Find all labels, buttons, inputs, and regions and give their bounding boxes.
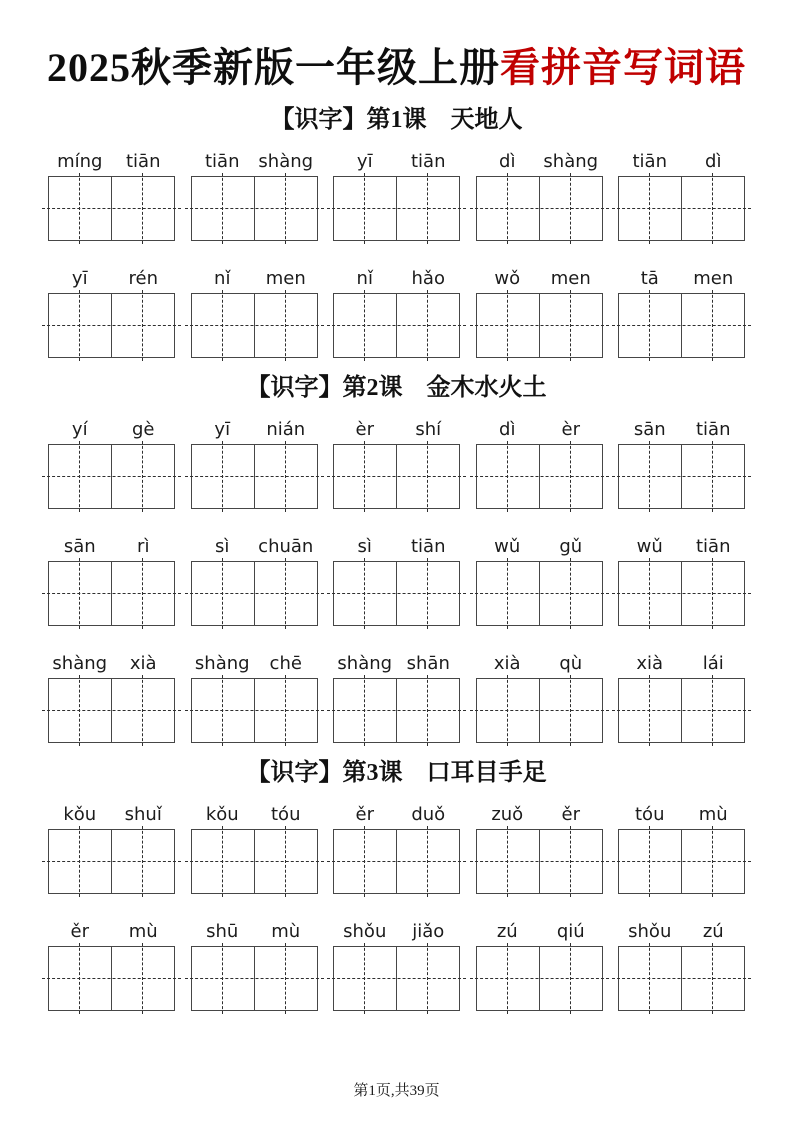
word-unit bbox=[191, 148, 318, 241]
word-unit bbox=[476, 416, 603, 509]
grid-cell bbox=[681, 177, 744, 240]
grid-cell bbox=[477, 830, 539, 893]
grid-cell bbox=[539, 679, 602, 742]
pinyin-label: wǔ bbox=[636, 536, 663, 558]
pinyin-label: ěr bbox=[70, 921, 89, 943]
writing-grid bbox=[191, 293, 318, 358]
pinyin-pair bbox=[191, 918, 318, 942]
page-footer: 第1页,共39页 bbox=[353, 1083, 440, 1099]
word-unit bbox=[191, 416, 318, 509]
grid-cell bbox=[49, 947, 111, 1010]
pinyin-label: èr bbox=[561, 419, 580, 441]
pinyin-label: gǔ bbox=[559, 536, 583, 558]
writing-grid bbox=[48, 293, 175, 358]
grid-cell bbox=[539, 445, 602, 508]
grid-cell bbox=[619, 679, 681, 742]
word-row bbox=[48, 265, 745, 358]
word-unit bbox=[191, 801, 318, 894]
pinyin-pair bbox=[48, 801, 175, 825]
pinyin-label: tiān bbox=[126, 151, 161, 173]
grid-cell bbox=[477, 562, 539, 625]
pinyin-pair bbox=[618, 265, 745, 289]
pinyin-label: tiān bbox=[411, 151, 446, 173]
pinyin-label: shàng bbox=[52, 653, 108, 675]
pinyin-label: shàng bbox=[337, 653, 393, 675]
pinyin-pair bbox=[48, 416, 175, 440]
word-unit bbox=[333, 148, 460, 241]
word-unit bbox=[618, 918, 745, 1011]
title-red-text: 看拼音写词语 bbox=[500, 45, 746, 90]
word-unit bbox=[48, 533, 175, 626]
pinyin-label: mù bbox=[271, 921, 301, 943]
pinyin-label: nián bbox=[266, 419, 306, 441]
title-black-text: 2025秋季新版一年级上册 bbox=[47, 45, 500, 90]
pinyin-label: gè bbox=[132, 419, 155, 441]
grid-cell bbox=[49, 294, 111, 357]
pinyin-label: shǒu bbox=[628, 921, 672, 943]
pinyin-label: yí bbox=[71, 419, 88, 441]
writing-grid bbox=[48, 829, 175, 894]
writing-grid bbox=[618, 176, 745, 241]
grid-cell bbox=[49, 679, 111, 742]
word-unit bbox=[618, 801, 745, 894]
grid-cell bbox=[49, 177, 111, 240]
pinyin-label: míng bbox=[57, 151, 103, 173]
word-unit bbox=[333, 533, 460, 626]
pinyin-pair bbox=[48, 650, 175, 674]
pinyin-label: sì bbox=[215, 536, 230, 558]
pinyin-label: zú bbox=[702, 921, 724, 943]
grid-cell bbox=[477, 947, 539, 1010]
pinyin-label: mù bbox=[698, 804, 728, 826]
grid-cell bbox=[539, 562, 602, 625]
pinyin-label: xià bbox=[493, 653, 521, 675]
word-row bbox=[48, 148, 745, 241]
pinyin-pair bbox=[476, 801, 603, 825]
grid-cell bbox=[619, 177, 681, 240]
word-unit bbox=[333, 918, 460, 1011]
writing-grid bbox=[476, 678, 603, 743]
word-unit bbox=[476, 801, 603, 894]
grid-cell bbox=[192, 294, 254, 357]
pinyin-pair bbox=[191, 148, 318, 172]
grid-cell bbox=[619, 562, 681, 625]
pinyin-label: zuǒ bbox=[491, 804, 524, 826]
pinyin-label: xià bbox=[636, 653, 664, 675]
writing-grid bbox=[618, 678, 745, 743]
word-unit bbox=[476, 918, 603, 1011]
grid-cell bbox=[396, 947, 459, 1010]
pinyin-pair bbox=[618, 148, 745, 172]
grid-cell bbox=[681, 679, 744, 742]
pinyin-label: nǐ bbox=[356, 268, 373, 290]
pinyin-label: zú bbox=[496, 921, 518, 943]
word-unit bbox=[48, 148, 175, 241]
grid-cell bbox=[539, 947, 602, 1010]
word-unit bbox=[48, 265, 175, 358]
grid-cell bbox=[49, 830, 111, 893]
grid-cell bbox=[396, 177, 459, 240]
pinyin-label: ěr bbox=[561, 804, 580, 826]
writing-grid bbox=[191, 444, 318, 509]
pinyin-label: sān bbox=[63, 536, 96, 558]
grid-cell bbox=[334, 294, 396, 357]
grid-cell bbox=[396, 830, 459, 893]
word-row bbox=[48, 918, 745, 1011]
pinyin-label: shān bbox=[406, 653, 450, 675]
pinyin-label: chē bbox=[269, 653, 302, 675]
section-header: 【识字】第1课 天地人 bbox=[270, 107, 523, 133]
word-unit bbox=[191, 650, 318, 743]
section-header: 【识字】第3课 口耳目手足 bbox=[246, 760, 547, 786]
grid-cell bbox=[619, 445, 681, 508]
writing-grid bbox=[333, 678, 460, 743]
pinyin-label: lái bbox=[702, 653, 724, 675]
word-unit bbox=[476, 148, 603, 241]
grid-cell bbox=[254, 294, 317, 357]
pinyin-pair bbox=[333, 650, 460, 674]
grid-cell bbox=[334, 445, 396, 508]
pinyin-label: jiǎo bbox=[412, 921, 445, 943]
writing-grid bbox=[476, 829, 603, 894]
grid-cell bbox=[334, 177, 396, 240]
pinyin-pair bbox=[333, 801, 460, 825]
pinyin-label: chuān bbox=[258, 536, 314, 558]
grid-cell bbox=[334, 562, 396, 625]
word-unit bbox=[618, 148, 745, 241]
pinyin-label: shàng bbox=[543, 151, 599, 173]
word-row bbox=[48, 650, 745, 743]
pinyin-label: shū bbox=[206, 921, 239, 943]
grid-cell bbox=[477, 294, 539, 357]
pinyin-pair bbox=[333, 416, 460, 440]
word-unit bbox=[333, 801, 460, 894]
pinyin-label: tóu bbox=[635, 804, 665, 826]
pinyin-label: hǎo bbox=[411, 268, 445, 290]
pinyin-label: sì bbox=[357, 536, 372, 558]
word-row bbox=[48, 801, 745, 894]
writing-grid bbox=[476, 293, 603, 358]
pinyin-label: qù bbox=[559, 653, 583, 675]
writing-grid bbox=[618, 561, 745, 626]
pinyin-pair bbox=[476, 148, 603, 172]
grid-cell bbox=[619, 294, 681, 357]
grid-cell bbox=[192, 177, 254, 240]
pinyin-label: shí bbox=[415, 419, 442, 441]
pinyin-label: tiān bbox=[411, 536, 446, 558]
grid-cell bbox=[681, 562, 744, 625]
writing-grid bbox=[618, 444, 745, 509]
grid-cell bbox=[192, 562, 254, 625]
pinyin-pair bbox=[618, 801, 745, 825]
pinyin-pair bbox=[191, 265, 318, 289]
grid-cell bbox=[396, 562, 459, 625]
pinyin-pair bbox=[618, 533, 745, 557]
pinyin-pair bbox=[618, 650, 745, 674]
word-unit bbox=[618, 650, 745, 743]
sections-container bbox=[0, 105, 793, 1011]
writing-grid bbox=[333, 561, 460, 626]
grid-cell bbox=[396, 294, 459, 357]
word-row bbox=[48, 533, 745, 626]
pinyin-pair bbox=[618, 918, 745, 942]
writing-grid bbox=[476, 946, 603, 1011]
pinyin-pair bbox=[191, 650, 318, 674]
writing-grid bbox=[48, 678, 175, 743]
writing-grid bbox=[191, 946, 318, 1011]
word-unit bbox=[191, 265, 318, 358]
writing-grid bbox=[333, 946, 460, 1011]
grid-cell bbox=[254, 679, 317, 742]
grid-cell bbox=[254, 445, 317, 508]
word-unit bbox=[476, 265, 603, 358]
grid-cell bbox=[192, 947, 254, 1010]
pinyin-pair bbox=[476, 265, 603, 289]
pinyin-label: dì bbox=[499, 151, 516, 173]
word-unit bbox=[618, 416, 745, 509]
section-header: 【识字】第2课 金木水火土 bbox=[246, 375, 547, 401]
word-unit bbox=[618, 533, 745, 626]
pinyin-label: tiān bbox=[205, 151, 240, 173]
pinyin-label: wǒ bbox=[494, 268, 521, 290]
grid-cell bbox=[539, 830, 602, 893]
writing-grid bbox=[476, 561, 603, 626]
pinyin-label: yī bbox=[356, 151, 373, 173]
pinyin-label: rén bbox=[128, 268, 158, 290]
word-unit bbox=[476, 533, 603, 626]
grid-cell bbox=[681, 830, 744, 893]
grid-cell bbox=[334, 830, 396, 893]
grid-cell bbox=[192, 445, 254, 508]
grid-cell bbox=[49, 445, 111, 508]
grid-cell bbox=[49, 562, 111, 625]
pinyin-label: nǐ bbox=[214, 268, 231, 290]
pinyin-label: tiān bbox=[696, 536, 731, 558]
word-unit bbox=[48, 650, 175, 743]
grid-cell bbox=[111, 177, 174, 240]
pinyin-label: tóu bbox=[271, 804, 301, 826]
pinyin-pair bbox=[333, 148, 460, 172]
writing-grid bbox=[48, 444, 175, 509]
word-unit bbox=[618, 265, 745, 358]
writing-grid bbox=[48, 561, 175, 626]
word-unit bbox=[333, 265, 460, 358]
grid-cell bbox=[111, 445, 174, 508]
writing-grid bbox=[48, 176, 175, 241]
grid-cell bbox=[681, 294, 744, 357]
pinyin-label: tā bbox=[640, 268, 659, 290]
grid-cell bbox=[477, 445, 539, 508]
grid-cell bbox=[254, 830, 317, 893]
writing-grid bbox=[333, 829, 460, 894]
grid-cell bbox=[254, 947, 317, 1010]
pinyin-label: shàng bbox=[194, 653, 250, 675]
grid-cell bbox=[192, 679, 254, 742]
grid-cell bbox=[619, 947, 681, 1010]
section-lesson-1 bbox=[0, 105, 793, 358]
pinyin-label: èr bbox=[355, 419, 374, 441]
pinyin-pair bbox=[476, 650, 603, 674]
writing-grid bbox=[476, 444, 603, 509]
writing-grid bbox=[191, 829, 318, 894]
pinyin-label: dì bbox=[705, 151, 722, 173]
writing-grid bbox=[48, 946, 175, 1011]
pinyin-label: tiān bbox=[632, 151, 667, 173]
word-unit bbox=[333, 416, 460, 509]
word-unit bbox=[191, 533, 318, 626]
grid-cell bbox=[681, 445, 744, 508]
writing-grid bbox=[191, 176, 318, 241]
pinyin-pair bbox=[476, 918, 603, 942]
writing-grid bbox=[333, 176, 460, 241]
grid-cell bbox=[111, 679, 174, 742]
grid-cell bbox=[619, 830, 681, 893]
writing-grid bbox=[618, 293, 745, 358]
pinyin-pair bbox=[476, 533, 603, 557]
grid-cell bbox=[334, 679, 396, 742]
pinyin-label: ěr bbox=[355, 804, 374, 826]
grid-cell bbox=[111, 830, 174, 893]
pinyin-pair bbox=[333, 918, 460, 942]
grid-cell bbox=[396, 445, 459, 508]
writing-grid bbox=[191, 678, 318, 743]
writing-grid bbox=[476, 176, 603, 241]
grid-cell bbox=[254, 562, 317, 625]
grid-cell bbox=[334, 947, 396, 1010]
pinyin-label: rì bbox=[137, 536, 150, 558]
pinyin-pair bbox=[333, 533, 460, 557]
pinyin-label: sān bbox=[633, 419, 666, 441]
pinyin-label: dì bbox=[499, 419, 516, 441]
grid-cell bbox=[539, 177, 602, 240]
grid-cell bbox=[111, 562, 174, 625]
section-lesson-2 bbox=[0, 373, 793, 743]
pinyin-label: shǒu bbox=[343, 921, 387, 943]
pinyin-label: tiān bbox=[696, 419, 731, 441]
pinyin-label: kǒu bbox=[205, 804, 239, 826]
pinyin-pair bbox=[48, 918, 175, 942]
pinyin-label: xià bbox=[129, 653, 157, 675]
grid-cell bbox=[681, 947, 744, 1010]
grid-cell bbox=[254, 177, 317, 240]
writing-grid bbox=[333, 293, 460, 358]
pinyin-pair bbox=[191, 801, 318, 825]
pinyin-label: shàng bbox=[258, 151, 314, 173]
pinyin-label: wǔ bbox=[494, 536, 521, 558]
grid-cell bbox=[477, 679, 539, 742]
pinyin-pair bbox=[333, 265, 460, 289]
section-lesson-3 bbox=[0, 758, 793, 1011]
word-row bbox=[48, 416, 745, 509]
word-unit bbox=[48, 801, 175, 894]
grid-cell bbox=[111, 294, 174, 357]
grid-cell bbox=[539, 294, 602, 357]
grid-cell bbox=[192, 830, 254, 893]
pinyin-label: kǒu bbox=[63, 804, 97, 826]
word-unit bbox=[333, 650, 460, 743]
pinyin-label: duǒ bbox=[411, 804, 446, 826]
word-unit bbox=[48, 416, 175, 509]
pinyin-label: men bbox=[550, 268, 591, 290]
page-title bbox=[0, 0, 793, 90]
pinyin-label: shuǐ bbox=[124, 804, 162, 826]
grid-cell bbox=[477, 177, 539, 240]
grid-cell bbox=[111, 947, 174, 1010]
pinyin-label: qiú bbox=[556, 921, 585, 943]
pinyin-pair bbox=[618, 416, 745, 440]
pinyin-pair bbox=[48, 148, 175, 172]
pinyin-pair bbox=[48, 265, 175, 289]
pinyin-pair bbox=[191, 533, 318, 557]
writing-grid bbox=[333, 444, 460, 509]
word-unit bbox=[476, 650, 603, 743]
writing-grid bbox=[191, 561, 318, 626]
writing-grid bbox=[618, 829, 745, 894]
writing-grid bbox=[618, 946, 745, 1011]
pinyin-pair bbox=[48, 533, 175, 557]
pinyin-label: men bbox=[693, 268, 734, 290]
pinyin-label: yī bbox=[71, 268, 88, 290]
pinyin-label: men bbox=[265, 268, 306, 290]
pinyin-pair bbox=[191, 416, 318, 440]
word-unit bbox=[191, 918, 318, 1011]
grid-cell bbox=[396, 679, 459, 742]
pinyin-pair bbox=[476, 416, 603, 440]
pinyin-label: mù bbox=[128, 921, 158, 943]
pinyin-label: yī bbox=[214, 419, 231, 441]
word-unit bbox=[48, 918, 175, 1011]
